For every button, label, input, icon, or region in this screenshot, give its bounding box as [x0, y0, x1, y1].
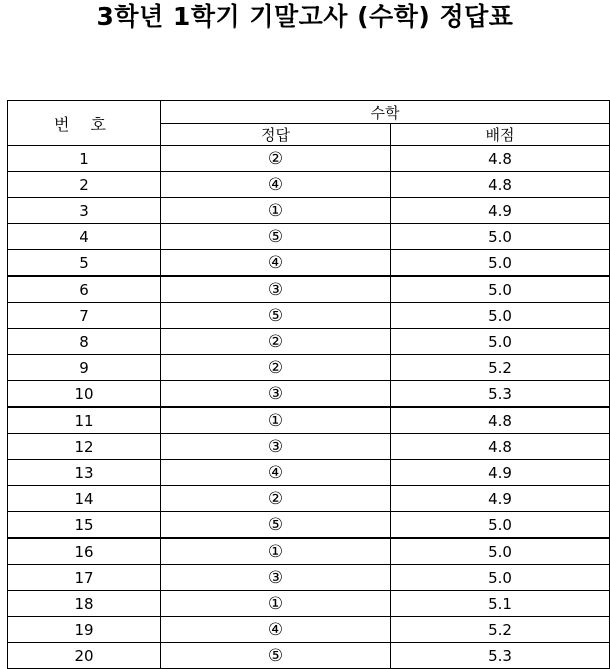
- question-number-cell: 9: [8, 355, 161, 381]
- question-number-cell: 8: [8, 329, 161, 355]
- question-number-cell: 16: [8, 538, 161, 565]
- points-cell: 5.3: [391, 643, 610, 669]
- table-header-row: [8, 101, 610, 124]
- answer-cell: ④: [161, 617, 391, 643]
- question-number-cell: 4: [8, 224, 161, 250]
- question-number-cell: 1: [8, 146, 161, 172]
- answer-cell: ③: [161, 276, 391, 303]
- table-row: [8, 643, 610, 669]
- answer-column-header: 정답: [161, 124, 391, 146]
- question-number-cell: 11: [8, 407, 161, 434]
- question-number-cell: 14: [8, 486, 161, 512]
- answer-cell: ①: [161, 198, 391, 224]
- question-number-cell: 20: [8, 643, 161, 669]
- answer-cell: ③: [161, 434, 391, 460]
- question-number-cell: 13: [8, 460, 161, 486]
- table-row: [8, 407, 610, 434]
- answer-cell: ④: [161, 172, 391, 198]
- answer-cell: ⑤: [161, 224, 391, 250]
- table-row: [8, 565, 610, 591]
- question-number-cell: 15: [8, 512, 161, 539]
- answer-cell: ②: [161, 146, 391, 172]
- points-cell: 5.0: [391, 250, 610, 277]
- points-cell: 5.0: [391, 565, 610, 591]
- points-cell: 4.9: [391, 198, 610, 224]
- answer-cell: ③: [161, 565, 391, 591]
- question-number-cell: 17: [8, 565, 161, 591]
- answer-cell: ②: [161, 329, 391, 355]
- table-row: [8, 198, 610, 224]
- answer-cell: ①: [161, 591, 391, 617]
- points-cell: 5.1: [391, 591, 610, 617]
- table-row: [8, 355, 610, 381]
- answer-key-table: [7, 100, 610, 669]
- points-cell: 4.9: [391, 486, 610, 512]
- table-row: [8, 460, 610, 486]
- table-row: [8, 250, 610, 277]
- table-row: [8, 538, 610, 565]
- answer-cell: ⑤: [161, 303, 391, 329]
- points-cell: 5.2: [391, 355, 610, 381]
- answer-cell: ⑤: [161, 643, 391, 669]
- table-row: [8, 303, 610, 329]
- table-row: [8, 486, 610, 512]
- question-number-cell: 18: [8, 591, 161, 617]
- points-cell: 4.8: [391, 146, 610, 172]
- answer-cell: ⑤: [161, 512, 391, 539]
- answer-cell: ①: [161, 407, 391, 434]
- answer-cell: ②: [161, 486, 391, 512]
- answer-cell: ③: [161, 381, 391, 408]
- question-number-cell: 10: [8, 381, 161, 408]
- question-number-cell: 6: [8, 276, 161, 303]
- points-cell: 5.0: [391, 538, 610, 565]
- points-cell: 4.8: [391, 172, 610, 198]
- question-number-cell: 19: [8, 617, 161, 643]
- question-number-cell: 12: [8, 434, 161, 460]
- number-column-header: 번 호: [8, 101, 161, 146]
- points-cell: 5.0: [391, 512, 610, 539]
- answer-cell: ④: [161, 250, 391, 277]
- points-cell: 4.8: [391, 434, 610, 460]
- points-cell: 5.0: [391, 276, 610, 303]
- question-number-cell: 2: [8, 172, 161, 198]
- points-cell: 5.0: [391, 329, 610, 355]
- answer-cell: ②: [161, 355, 391, 381]
- points-cell: 4.8: [391, 407, 610, 434]
- table-row: [8, 276, 610, 303]
- points-cell: 5.3: [391, 381, 610, 408]
- table-row: [8, 329, 610, 355]
- subject-header: 수학: [161, 101, 610, 124]
- points-cell: 5.0: [391, 303, 610, 329]
- table-row: [8, 381, 610, 408]
- points-column-header: 배점: [391, 124, 610, 146]
- answer-cell: ④: [161, 460, 391, 486]
- table-row: [8, 591, 610, 617]
- page-title: 3학년 1학기 기말고사 (수학) 정답표: [96, 2, 514, 31]
- points-cell: 5.0: [391, 224, 610, 250]
- table-row: [8, 617, 610, 643]
- question-number-cell: 3: [8, 198, 161, 224]
- points-cell: 4.9: [391, 460, 610, 486]
- table-body: [8, 146, 610, 669]
- answer-cell: ①: [161, 538, 391, 565]
- table-row: [8, 172, 610, 198]
- points-cell: 5.2: [391, 617, 610, 643]
- table-row: [8, 224, 610, 250]
- table-row: [8, 146, 610, 172]
- question-number-cell: 5: [8, 250, 161, 277]
- table-row: [8, 512, 610, 539]
- question-number-cell: 7: [8, 303, 161, 329]
- table-row: [8, 434, 610, 460]
